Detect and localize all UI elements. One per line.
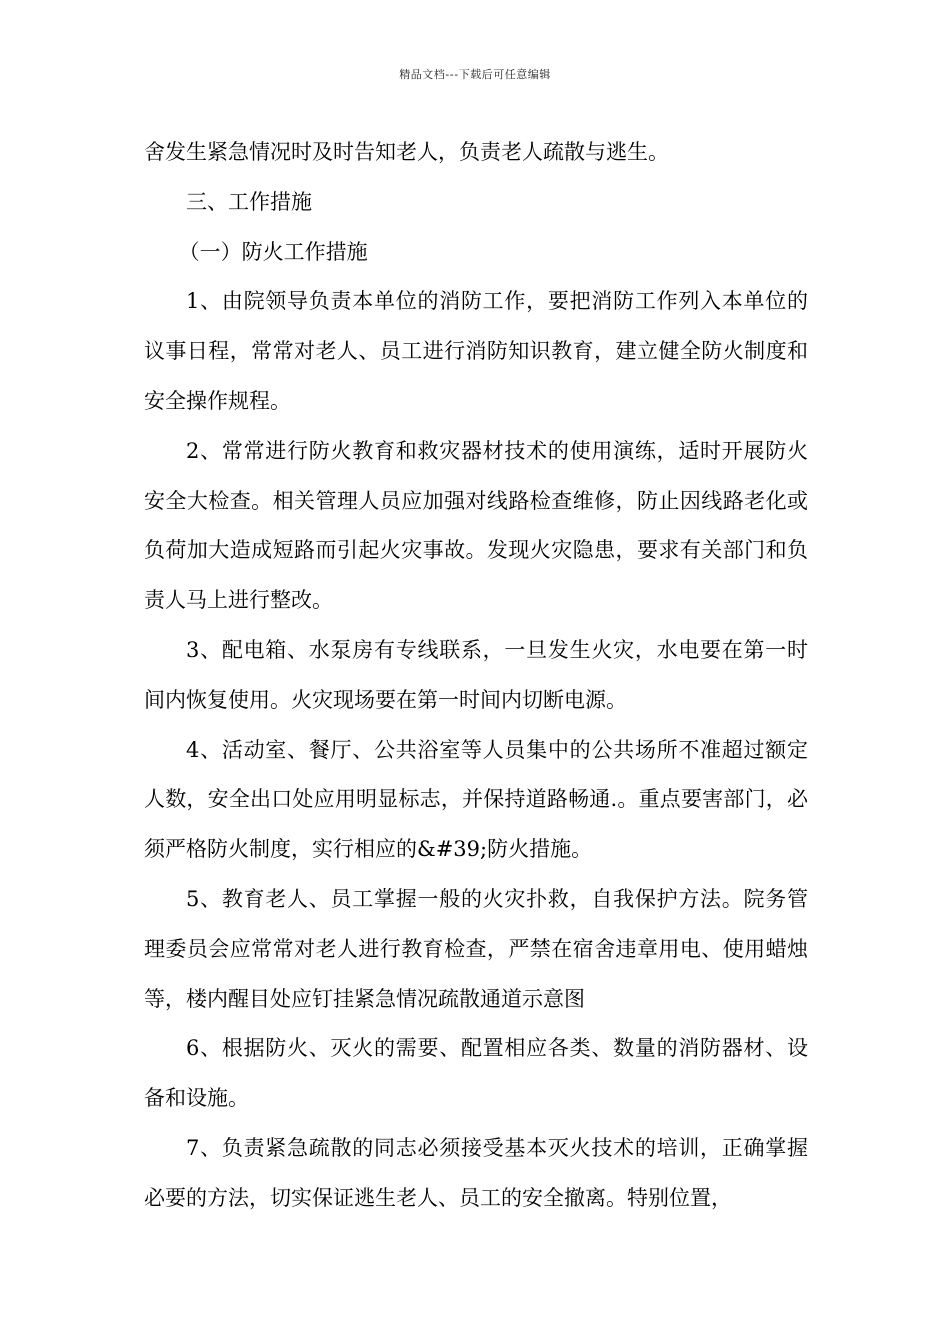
paragraph-item-4: 4、活动室、餐厅、公共浴室等人员集中的公共场所不准超过额定人数，安全出口处应用明显标志，并保持道路畅通.。重点要害部门，必须严格防火制度，实行相应的&#39;防火措施。 [144,737,808,862]
subsection-heading: （一）防火工作措施 [178,239,368,264]
paragraph-item-6: 6、根据防火、灭火的需要、配置相应各类、数量的消防器材、设备和设施。 [144,1036,808,1111]
paragraph-continuation: 舍发生紧急情况时及时告知老人，负责老人疏散与逃生。 [144,140,669,164]
paragraph-item-1: 1、由院领导负责本单位的消防工作，要把消防工作列入本单位的议事日程，常常对老人、员工进行消防知识教育，建立健全防火制度和安全操作规程。 [144,289,808,413]
paragraph-item-2: 2、常常进行防火教育和救灾器材技术的使用演练，适时开展防火安全大检查。相关管理人员应加强对线路检查维修，防止因线路老化或负荷加大造成短路而引起火灾事故。发现火灾隐患，要求有关部门和负责人马上进行整改。 [144,438,808,613]
page-header: 精品文档---下载后可任意编辑 [399,68,551,81]
paragraph-item-3: 3、配电箱、水泵房有专线联系，一旦发生火灾，水电要在第一时间内恢复使用。火灾现场要在第一时间内切断电源。 [144,637,808,712]
paragraph-item-7: 7、负责紧急疏散的同志必须接受基本灭火技术的培训，正确掌握必要的方法，切实保证逃生老人、员工的安全撤离。特别位置， [144,1135,808,1210]
paragraph-item-5: 5、教育老人、员工掌握一般的火灾扑救，自我保护方法。院务管理委员会应常常对老人进行教育检查，严禁在宿舍违章用电、使用蜡烛等，楼内醒目处应钉挂紧急情况疏散通道示意图 [144,886,808,1011]
section-heading: 三、工作措施 [186,189,312,214]
document-body [144,128,808,1224]
